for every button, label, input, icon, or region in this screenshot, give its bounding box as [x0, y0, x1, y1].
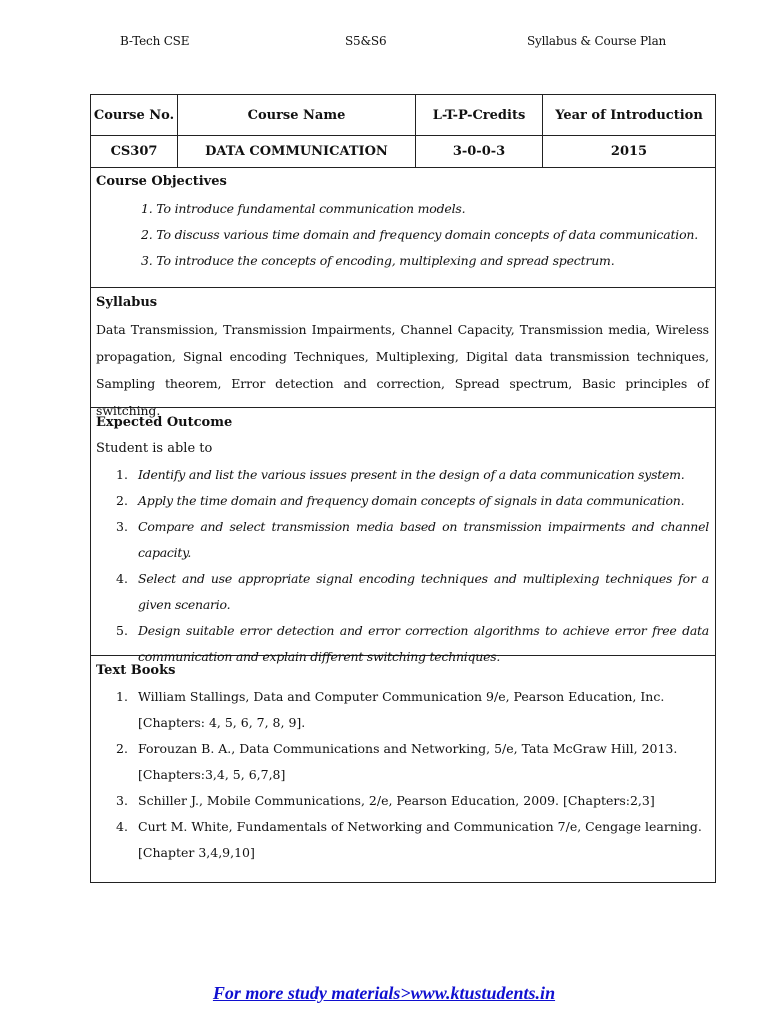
textbook-item: [96, 788, 709, 814]
textbook-text: Curt M. White, Fundamentals of Networking and Communication 7/e, Cengage learning.: [138, 819, 702, 834]
outcome-intro: Student is able to: [96, 441, 213, 456]
syllabus-text: Data Transmission, Transmission Impairments, Channel Capacity, Transmission media, Wireless propagation, Signal encoding Techniques, Multiplexing, Digital data transmission techniques, Sampling theorem, Error detection and correction, Spread spectrum, Basic principles of switching.: [96, 322, 709, 418]
objective-item: 2. To discuss various time domain and frequency domain concepts of data communication.: [141, 227, 699, 242]
textbook-text: William Stallings, Data and Computer Communication 9/e, Pearson Education, Inc.: [138, 689, 665, 704]
textbook-chapters: [Chapters:3,4, 5, 6,7,8]: [138, 767, 286, 782]
objectives-title: Course Objectives: [96, 174, 227, 189]
course-table-header: [91, 95, 715, 136]
textbooks-section: [91, 656, 715, 882]
outcome-number: 2.: [116, 493, 128, 508]
header-program: B-Tech CSE: [120, 34, 190, 48]
outcome-text: Select and use appropriate signal encoding techniques and multiplexing techniques for a given scenario.: [138, 571, 709, 612]
textbook-chapters: [Chapter 3,4,9,10]: [138, 845, 255, 860]
syllabus-title: Syllabus: [96, 295, 158, 310]
textbook-number: 4.: [116, 819, 128, 834]
outcome-title: Expected Outcome: [96, 415, 233, 430]
header-ltp-credits: L-T-P-Credits: [416, 95, 543, 135]
textbook-item: [96, 684, 709, 736]
objective-item: 1. To introduce fundamental communication models.: [141, 201, 466, 216]
course-document: [90, 94, 716, 883]
textbook-number: 2.: [116, 741, 128, 756]
textbook-text: Schiller J., Mobile Communications, 2/e, Pearson Education, 2009. [Chapters:2,3]: [138, 793, 655, 808]
textbook-item: [96, 736, 709, 788]
header-semester: S5&S6: [345, 34, 387, 48]
outcome-text: Identify and list the various issues present in the design of a data communication system.: [138, 467, 685, 482]
year-of-introduction: 2015: [610, 144, 648, 159]
textbook-number: 1.: [116, 689, 128, 704]
course-no: CS307: [91, 136, 178, 167]
textbook-number: 3.: [116, 793, 128, 808]
outcome-number: 3.: [116, 519, 128, 534]
outcome-text: Apply the time domain and frequency domain concepts of signals in data communication.: [138, 493, 685, 508]
header-course-no: Course No.: [91, 95, 178, 135]
textbook-text: Forouzan B. A., Data Communications and Networking, 5/e, Tata McGraw Hill, 2013.: [138, 741, 678, 756]
outcome-item: [96, 462, 709, 488]
outcome-number: 5.: [116, 623, 128, 638]
outcome-number: 4.: [116, 571, 128, 586]
outcome-text: Design suitable error detection and error correction algorithms to achieve error free data communication and explain different switching techniques.: [138, 623, 709, 664]
course-name: DATA COMMUNICATION: [178, 136, 416, 167]
objectives-section: [91, 168, 715, 288]
ltp-credits: 3-0-0-3: [416, 136, 543, 167]
study-materials-link[interactable]: For more study materials>www.ktustudents.in: [212, 983, 556, 1003]
objective-item: 3. To introduce the concepts of encoding, multiplexing and spread spectrum.: [141, 253, 615, 268]
outcome-item: [96, 618, 709, 670]
outcome-number: 1.: [116, 467, 128, 482]
textbooks-title: Text Books: [96, 663, 176, 678]
outcome-item: [96, 488, 709, 514]
header-year: Year of Introduction: [555, 107, 703, 123]
syllabus-section: [91, 288, 715, 418]
course-table-values: [91, 136, 715, 168]
header-doc-type: Syllabus & Course Plan: [527, 34, 667, 48]
textbook-item: [96, 814, 709, 866]
header-course-name: Course Name: [178, 95, 416, 135]
textbook-chapters: [Chapters: 4, 5, 6, 7, 8, 9].: [138, 715, 306, 730]
outcome-item: [96, 566, 709, 618]
outcome-item: [96, 514, 709, 566]
outcome-text: Compare and select transmission media based on transmission impairments and channel capacity.: [138, 519, 709, 560]
outcome-section: [91, 408, 715, 664]
